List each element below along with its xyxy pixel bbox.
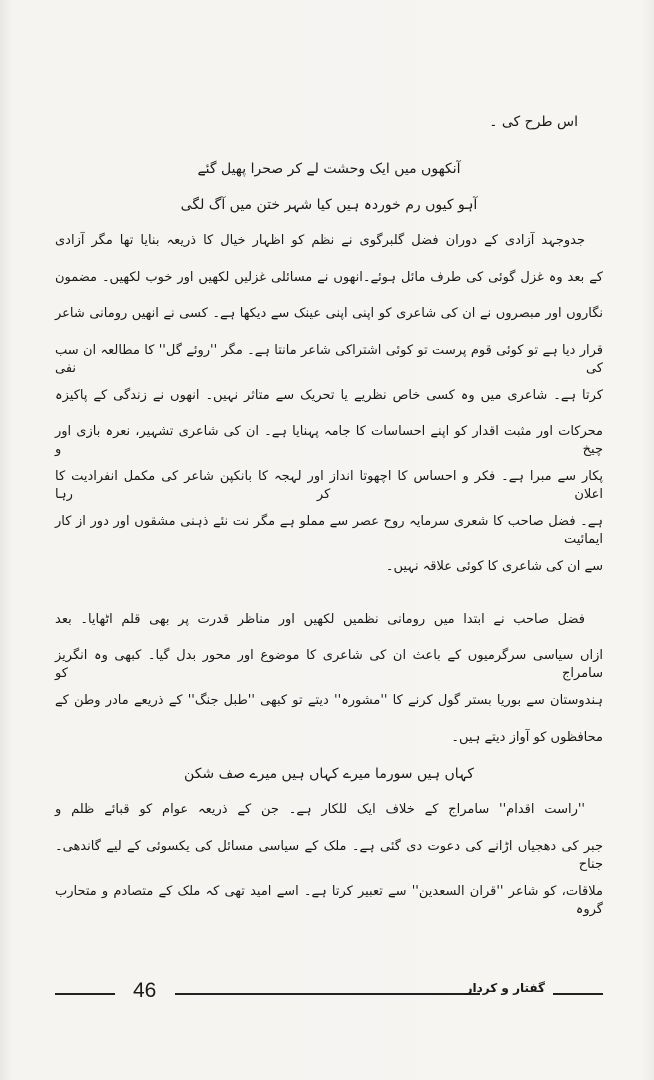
intro-line: اس طرح کی ۔ <box>489 114 578 130</box>
verse-line: کہاں ہیں سورما میرے کہاں ہیں میرے صف شکن <box>184 766 474 782</box>
paragraph-line: پکار سے مبرا ہے۔ فکر و احساس کا اچھوتا انداز اور لہجہ کا بانکپن شاعر کی مکمل انفرادیت کا اعلان کر رہا <box>55 469 603 502</box>
book-title: گفتار و کردار <box>465 980 545 995</box>
footer-rule <box>175 993 480 995</box>
paragraph-line: ''راست اقدام'' سامراج کے خلاف ایک للکار ہے۔ جن کے ذریعہ عوام کو قبائے ظلم و <box>55 802 585 817</box>
paragraph-line: ازاں سیاسی سرگرمیوں کے باعث ان کی شاعری کا موضوع اور محور بدل گیا۔ کبھی وہ انگریز سامراج کو <box>55 648 603 681</box>
paragraph-line: کے بعد وہ غزل گوئی کی طرف مائل ہوئے۔انھوں نے مسائلی غزلیں لکھیں اور خوب لکھیں۔ مضمون <box>55 269 603 285</box>
verse-line: آہو کیوں رم خوردہ ہیں کیا شہر ختن میں آگ لگی <box>180 197 478 213</box>
paragraph-line: نگاروں اور مبصروں نے ان کی شاعری کو اپنی اپنی عینک سے دیکھا ہے۔ کسی نے انھیں رومانی شاعر <box>55 306 603 321</box>
paragraph-line: محرکات اور مثبت اقدار کو اپنے احساسات کا جامہ پہنایا ہے۔ ان کی شاعری تشہیر، نعرہ بازی اور چیخ و <box>55 424 603 457</box>
paragraph-line: جدوجہد آزادی کے دوران فضل گلبرگوی نے نظم کو اظہار خیال کا ذریعہ بنایا تھا مگر آزادی <box>55 233 585 248</box>
verse-line: آنکھوں میں ایک وحشت لے کر صحرا پھیل گئے <box>197 161 461 177</box>
paragraph-line: محافظوں کو آواز دیتے ہیں۔ <box>451 729 603 745</box>
paragraph-line: جبر کی دھجیاں اڑانے کی دعوت دی گئی ہے۔ ملک کے سیاسی مسائل کی یکسوئی کے لیے گاندھی۔ جناح <box>55 838 603 872</box>
paragraph-line: ملاقات، کو شاعر ''قران السعدین'' سے تعبیر کرتا ہے۔ اسے امید تھی کہ ملک کے متصادم و متحارب گروہ <box>55 883 603 917</box>
page-number: 46 <box>133 978 157 1002</box>
paragraph-line: ہے۔ فضل صاحب کا شعری سرمایہ روح عصر سے مملو ہے مگر نت نئے ذہنی مشقوں اور دور از کار ایمائیت <box>55 514 603 547</box>
page-footer <box>55 979 603 1009</box>
paragraph-line: ہندوستان سے بوریا بستر گول کرنے کا ''مشورہ'' دیتے تو کبھی ''طبل جنگ'' کے ذریعے مادر وطن کے <box>55 693 603 708</box>
paragraph-line: قرار دیا ہے تو کوئی قوم پرست تو کوئی اشتراکی شاعر مانتا ہے۔ مگر ''روئے گل'' کا مطالعہ ان سب کی نفی <box>55 342 603 376</box>
footer-rule <box>55 993 115 995</box>
paragraph-line: کرتا ہے۔ شاعری میں وہ کسی خاص نظریے یا تحریک سے متاثر نہیں۔ انھوں نے زندگی کے پاکیزہ <box>55 387 603 403</box>
paragraph-line: سے ان کی شاعری کا کوئی علاقہ نہیں۔ <box>385 559 603 574</box>
footer-rule <box>553 993 603 995</box>
paragraph-line: فضل صاحب نے ابتدا میں رومانی نظمیں لکھیں اور مناظر قدرت پر بھی قلم اٹھایا۔ بعد <box>55 611 585 627</box>
